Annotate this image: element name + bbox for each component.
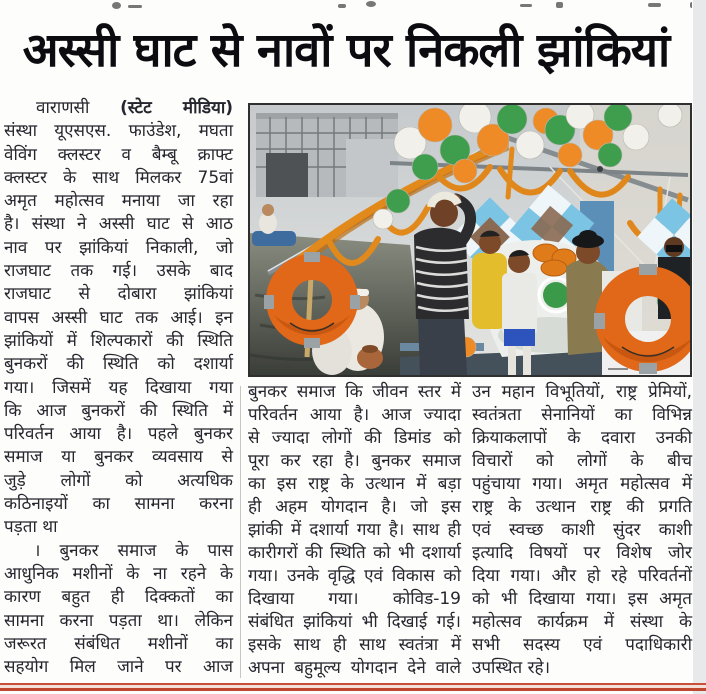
column-left — [4, 97, 233, 679]
text-line: सभी सदस्य एवं पदाधिकारी — [472, 635, 692, 655]
text-line: उन महान विभूतियों, राष्ट्र प्रेमियों, — [472, 382, 692, 402]
text-line: बुनकर समाज कि जीवन स्तर में — [248, 382, 461, 402]
text-line: नाव पर झांकियां निकाली, जो — [4, 237, 233, 258]
text-line: कारण बहुत ही दिक्कतों का — [4, 587, 233, 608]
text-line: । बुनकर समाज के पास — [34, 540, 233, 561]
text-line: सहयोग मिल जाने पर आज — [4, 657, 233, 678]
article-bottom-rule — [0, 683, 706, 691]
column-middle-lines — [248, 381, 461, 680]
article-photo — [248, 103, 692, 377]
text-line: राजघाट से दोबारा झांकियां — [4, 284, 233, 305]
text-line: संस्था यूएसएस. फाउंडेश, मघता — [4, 121, 233, 142]
text-line: क्लस्टर के साथ मिलकर 75वां — [4, 167, 233, 188]
boat-tableaux-illustration — [250, 105, 690, 375]
column-right — [472, 381, 692, 680]
text-line: बुनकरों की स्थिति को दशार्या — [4, 354, 233, 375]
text-line: पूरा कर रहा है। बुनकर समाज — [248, 451, 461, 471]
text-line: अमृत महोत्सव मनाया जा रहा — [4, 191, 233, 212]
text-line: दिखाया गया। कोविड-19 — [248, 589, 461, 609]
text-line: स्वतंत्रता सेनानियों का विभिन्न — [472, 405, 692, 425]
text-line: संबंधित झांकियां भी दिखाई गई। — [248, 612, 461, 632]
article-headline: अस्सी घाट से नावों पर निकली झांकियां — [22, 23, 670, 78]
text-line: पड़ता था — [4, 517, 58, 538]
text-line: समाज या बुनकर व्यवसाय से — [4, 447, 233, 468]
boat-superstructure — [256, 113, 398, 197]
dateline-credit: (स्टेट मीडिया) — [120, 98, 233, 118]
text-line: गया। जिसमें यह दिखाया गया — [4, 377, 233, 398]
text-line: परिवर्तन आया है। आज ज्यादा — [248, 405, 461, 425]
text-line: जुड़े लोगों को अत्यधिक — [4, 470, 233, 491]
text-line: झांकियों में शिल्पकारों की स्थिति — [4, 330, 233, 351]
text-line: वापस अस्सी घाट तक आई। इन — [4, 307, 233, 328]
text-line: उपस्थित रहे। — [472, 658, 551, 678]
text-line: विचारों को लोगों के बीच — [472, 451, 692, 471]
column-middle — [248, 381, 461, 680]
text-line: महोत्सव कार्यक्रम में संस्था के — [472, 612, 692, 632]
text-line: वेविंग क्लस्टर व बैम्बू क्राफ्ट — [4, 144, 233, 165]
text-line: कि आज बुनकरों की स्थिति में — [4, 400, 233, 421]
text-line: ही अहम योगदान है। जो इस — [248, 497, 461, 517]
text-line: परिवर्तन आया है। पहले बुनकर — [4, 424, 233, 445]
text-line: का इस राष्ट्र के उत्थान में बड़ा — [248, 474, 461, 494]
text-line: जरूरत संबंधित मशीनों का — [4, 633, 233, 654]
text-line: से ज्यादा लोगों की डिमांड को — [248, 428, 461, 448]
text-line: कठिनाइयों का सामना करना — [4, 494, 233, 515]
text-line: सामना करना पड़ता था। लेकिन — [4, 610, 233, 631]
text-line: एवं स्वच्छ काशी सुंदर काशी — [472, 520, 692, 540]
column-right-lines — [472, 381, 692, 680]
text-line: को भी दिखाया गया। इस अमृत — [472, 589, 692, 609]
column-left-lines — [4, 120, 233, 679]
text-line: राष्ट्र के उत्थान राष्ट्र की प्रगति — [472, 497, 692, 517]
dateline-city: वाराणसी — [36, 98, 90, 118]
text-line: अपना बहुमूल्य योगदान देने वाले — [248, 658, 461, 678]
text-line: आधुनिक मशीनों के ना रहने के — [4, 563, 233, 584]
text-line: है। संस्था ने अस्सी घाट से आठ — [4, 214, 233, 235]
adjacent-column-strip — [693, 0, 706, 694]
cropped-previous-line — [0, 0, 692, 13]
dateline — [4, 97, 233, 120]
text-line: दिया गया। और हो रहे परिवर्तनों — [472, 566, 692, 586]
text-line: इसके साथ ही साथ स्वतंत्रा में — [248, 635, 461, 655]
text-line: पहुंचाया गया। अमृत महोत्सव में — [472, 474, 692, 494]
column-rule — [240, 386, 241, 678]
text-line: गया। उनके वृद्धि एवं विकास को — [248, 566, 461, 586]
text-line: झांकी में दशार्या गया है। साथ ही — [248, 520, 461, 540]
text-line: इत्यादि विषयों पर विशेष जोर — [472, 543, 692, 563]
text-line: क्रियाकलापों के दवारा उनकी — [472, 428, 692, 448]
text-line: राजघाट तक गई। उसके बाद — [4, 261, 233, 282]
text-line: कारीगरों की स्थिति को भी दशार्या — [248, 543, 461, 563]
